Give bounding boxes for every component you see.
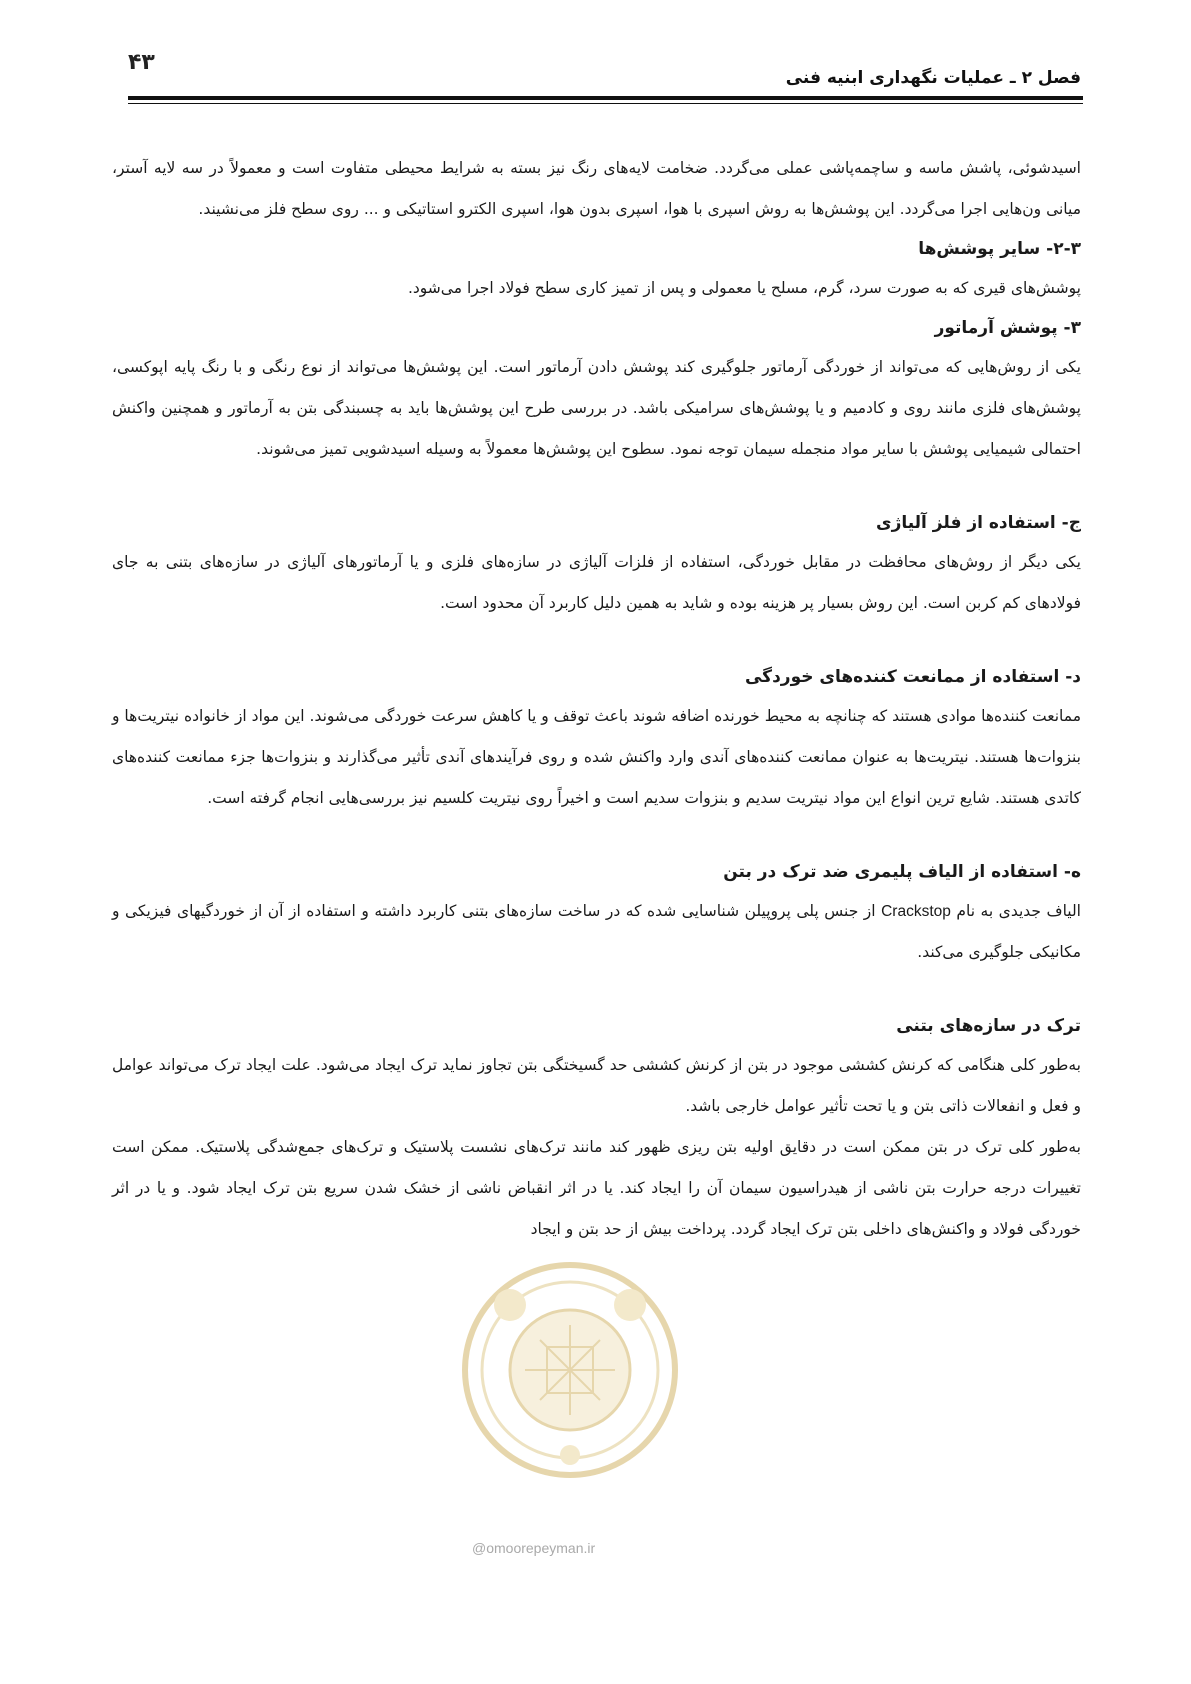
heading-cracks-in-concrete: ترک در سازه‌های بتنی xyxy=(896,1016,1081,1036)
heading-other-coatings: ۲-۳- سایر پوشش‌ها xyxy=(918,239,1081,259)
page-number: ۴۳ xyxy=(128,50,155,75)
fiber-brand-name: Crackstop xyxy=(881,903,951,920)
watermark-seal-icon xyxy=(455,1255,685,1485)
paragraph-bitumen-coatings: پوشش‌های قیری که به صورت سرد، گرم، مسلح یا معمولی و پس از تمیز کاری سطح فولاد اجرا می‌شود. xyxy=(407,279,1081,297)
paragraph-alloy-metal: یکی دیگر از روش‌های محافظت در مقابل خوردگی، استفاده از فلزات آلیاژی در سازه‌های فلزی و یا آرماتورهای آلیاژی در سازه‌های بتنی به جای فولادهای کم کربن است. این روش بسیار پر هزینه بوده و شاید به همین دلیل کاربرد آن محدود است. xyxy=(112,553,1081,612)
paragraph-crack-cause: به‌طور کلی هنگامی که کرنش کششی موجود در بتن از کرنش کششی حد گسیختگی بتن تجاوز نماید ترک ایجاد می‌شود. علت ایجاد ترک می‌تواند عوامل و فعل و انفعالات ذاتی بتن و یا تحت تأثیر عوامل خارجی باشد. xyxy=(112,1056,1081,1115)
paragraph-corrosion-inhibitors: ممانعت کننده‌ها موادی هستند که چنانچه به محیط خورنده اضافه شوند باعث توقف و یا کاهش سرعت خوردگی می‌شوند. این مواد از خانواده نیتریت‌ها و بنزوات‌ها هستند. نیتریت‌ها به عنوان ممانعت کننده‌های آندی وارد واکنش شده و روی فرآیندهای آندی تأثیر می‌گذارند و بنزوات‌ها جزء ممانعت کننده‌های کاتدی هستند. شایع ترین انواع این مواد نیتریت سدیم و بنزوات سدیم است و اخیراً روی نیتریت کلسیم نیز بررسی‌هایی انجام گرفته است. xyxy=(112,707,1081,807)
body-text xyxy=(112,148,1081,1250)
heading-corrosion-inhibitors: د- استفاده از ممانعت کننده‌های خوردگی xyxy=(744,667,1081,687)
running-title: فصل ۲ ـ عملیات نگهداری ابنیه فنی xyxy=(785,68,1081,88)
fiber-text-before: الیاف جدیدی به نام xyxy=(950,902,1081,920)
paragraph-rebar-coating: یکی از روش‌هایی که می‌تواند از خوردگی آرماتور جلوگیری کند پوشش دادن آرماتور است. این پوشش‌ها می‌تواند از نوع رنگی و با رنگ پایه اپوکسی، پوشش‌های فلزی مانند روی و کادمیم و یا پوشش‌های سرامیکی باشد. در بررسی طرح این پوشش‌ها باید به چسبندگی بتن به آرماتور و همچنین واکنش احتمالی شیمیایی پوشش با سایر مواد منجمله سیمان توجه نمود. سطوح این پوشش‌ها معمولاً به وسیله اسیدشویی تمیز می‌شوند. xyxy=(112,358,1081,458)
heading-polymer-fibers: ه- استفاده از الیاف پلیمری ضد ترک در بتن xyxy=(723,862,1081,882)
header-rule-thin xyxy=(128,103,1083,104)
paragraph-crack-types: به‌طور کلی ترک در بتن ممکن است در دقایق اولیه بتن ریزی ظهور کند مانند ترک‌های نشست پلاستیک و ترک‌های جمع‌شدگی پلاستیک. ممکن است تغییرات درجه حرارت بتن ناشی از هیدراسیون سیمان آن را ایجاد کند. یا در اثر انقباض ناشی از خشک شدن سریع بتن ترک ایجاد شود. و یا در اثر خوردگی فولاد و واکنش‌های داخلی بتن ترک ایجاد گردد. پرداخت بیش از حد بتن و ایجاد xyxy=(112,1138,1081,1238)
spacer xyxy=(112,819,1081,853)
spacer xyxy=(112,624,1081,658)
paragraph-polymer-fibers xyxy=(112,891,1081,973)
heading-alloy-metal: ج- استفاده از فلز آلیاژی xyxy=(875,513,1081,533)
paragraph-coating-application: اسیدشوئی، پاشش ماسه و ساچمه‌پاشی عملی می‌گردد. ضخامت لایه‌های رنگ نیز بسته به شرایط محیطی متفاوت است و معمولاً در سه لایه آستر، میانی ون‌هایی اجرا می‌گردد. این پوشش‌ها به روش اسپری با هوا، اسپری بدون هوا، اسپری الکترو استاتیکی و ... روی سطح فلز می‌نشیند. xyxy=(112,159,1081,218)
header-rule xyxy=(128,96,1083,100)
fiber-text-after: از جنس پلی پروپیلن شناسایی شده که در ساخت سازه‌های بتنی کاربرد داشته و استفاده از آن از خوردگیهای فیزیکی و مکانیکی جلوگیری می‌کند. xyxy=(112,902,1081,961)
watermark-text: @omoorepeyman.ir xyxy=(472,1540,596,1556)
spacer xyxy=(112,470,1081,504)
spacer xyxy=(112,973,1081,1007)
heading-rebar-coating: ۳- پوشش آرماتور xyxy=(934,318,1081,338)
